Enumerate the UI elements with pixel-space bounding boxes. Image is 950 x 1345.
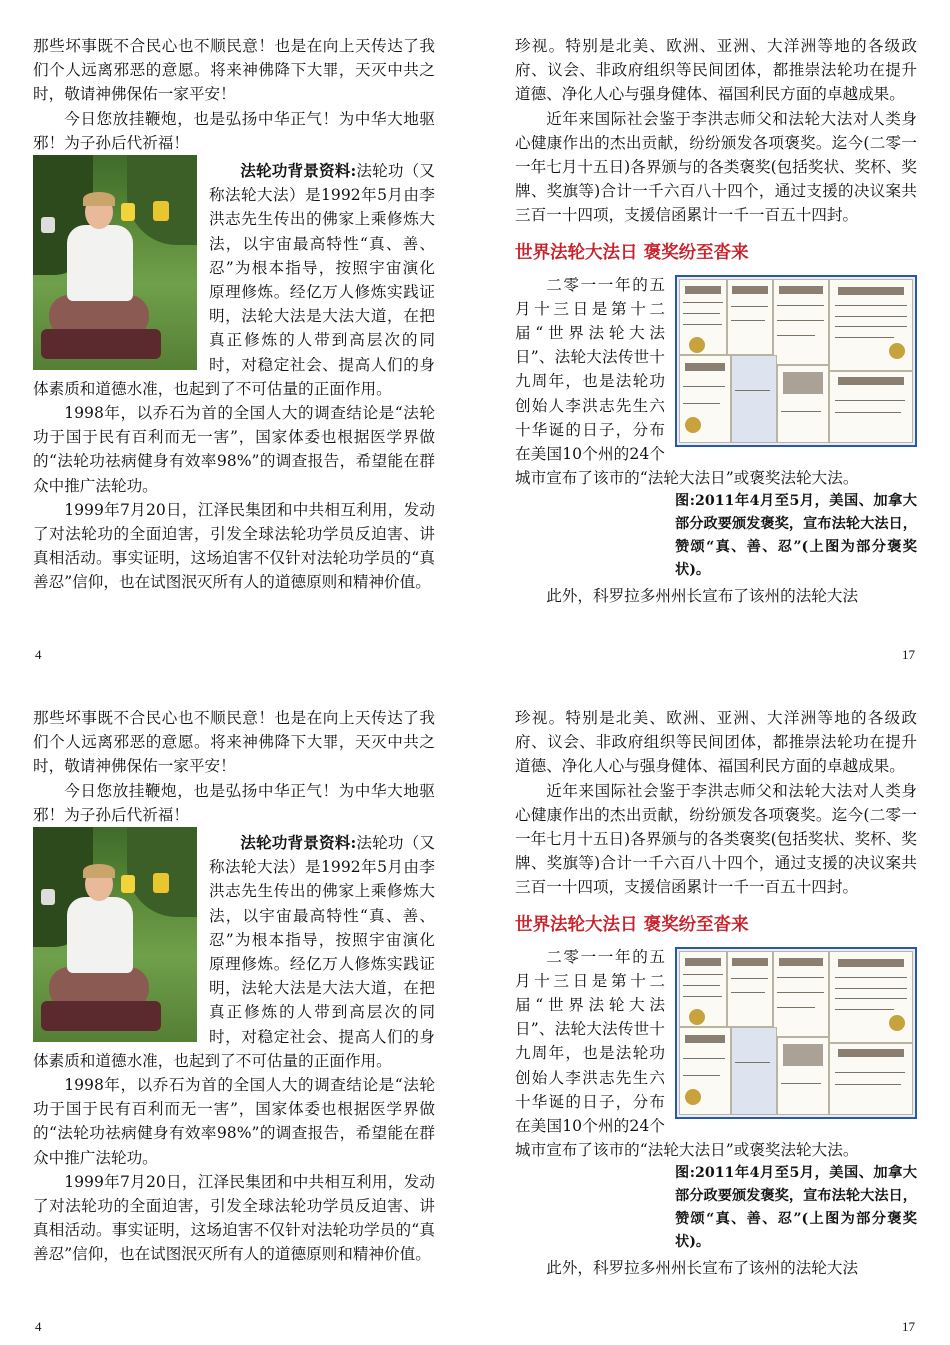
paragraph: 近年来国际社会鉴于李洪志师父和法轮大法对人类身心健康作出的杰出贡献，纷纷颁发各项褒奖。迄今(二零一一年七月十五日)各界颁与的各类褒奖(包括奖状、奖杯、奖牌、奖旗等)合计一千六百八十四个，通过支援的决议案共三百一十四项，支援信函累计一千一百五十四封。 <box>515 109 918 225</box>
awards-collage-image <box>675 947 917 1119</box>
left-column <box>33 34 435 595</box>
background-label: 法轮功背景资料: <box>240 833 357 853</box>
paragraph: 1999年7月20日，江泽民集团和中共相互利用，发动了对法轮功的全面迫害，引发全球法轮功学员反迫害、讲真相活动。事实证明，这场迫害不仅针对法轮功学员的“真善忍”信仰，也在试图泯灭所有人的道德原则和精神价值。 <box>33 1172 435 1264</box>
sheet-top <box>0 0 950 672</box>
image-caption: 图:2011年4月至5月，美国、加拿大部分政要颁发褒奖，宣布法轮大法日，赞颂“真、善、忍”(上图为部分褒奖状)。 <box>675 1165 917 1251</box>
paragraph: 此外，科罗拉多州州长宣布了该州的法轮大法 <box>546 1259 859 1278</box>
page-number-left: 4 <box>35 1319 42 1334</box>
background-label: 法轮功背景资料: <box>240 161 357 181</box>
paragraph: 那些坏事既不合民心也不顺民意！也是在向上天传达了我们个人远离邪恶的意愿。将来神佛降下大罪，天灭中共之时，敬请神佛保佑一家平安！ <box>33 37 435 104</box>
right-column <box>515 34 917 609</box>
background-text: 法轮功（又称法轮大法）是1992年5月由李洪志先生传出的佛家上乘修炼大法，以宇宙最高特性“真、善、忍”为根本指导，按照宇宙演化原理修炼。经亿万人修炼实践证明，法轮大法是大法大道，在把真正修炼的人带到高层次的同时，对稳定社会、提高人们的身体素质和道德水准，也起到了不可估量的正面作用。 <box>33 162 435 398</box>
paragraph: 二零一一年的五月十三日是第十二届“世界法轮大法日”、法轮大法传世十九周年，也是法轮功创始人李洪志先生六十华诞的日子，分布在美国10个州的24个城市宣布了该市的“法轮大法日”或褒奖法轮大法。 <box>515 947 859 1160</box>
page-number-left: 4 <box>35 647 42 662</box>
paragraph: 二零一一年的五月十三日是第十二届“世界法轮大法日”、法轮大法传世十九周年，也是法轮功创始人李洪志先生六十华诞的日子，分布在美国10个州的24个城市宣布了该市的“法轮大法日”或褒奖法轮大法。 <box>515 275 859 488</box>
page-number-right: 17 <box>902 1319 915 1334</box>
meditation-photo <box>33 827 197 1042</box>
paragraph: 此外，科罗拉多州州长宣布了该州的法轮大法 <box>546 587 859 606</box>
left-column <box>33 706 435 1267</box>
awards-collage-image <box>675 275 917 447</box>
meditation-photo <box>33 155 197 370</box>
background-text: 法轮功（又称法轮大法）是1992年5月由李洪志先生传出的佛家上乘修炼大法，以宇宙最高特性“真、善、忍”为根本指导，按照宇宙演化原理修炼。经亿万人修炼实践证明，法轮大法是大法大道，在把真正修炼的人带到高层次的同时，对稳定社会、提高人们的身体素质和道德水准，也起到了不可估量的正面作用。 <box>33 834 435 1070</box>
section-heading: 世界法轮大法日 褒奖纷至沓来 <box>515 242 749 263</box>
paragraph: 1999年7月20日，江泽民集团和中共相互利用，发动了对法轮功的全面迫害，引发全球法轮功学员反迫害、讲真相活动。事实证明，这场迫害不仅针对法轮功学员的“真善忍”信仰，也在试图泯灭所有人的道德原则和精神价值。 <box>33 500 435 592</box>
paragraph: 珍视。特别是北美、欧洲、亚洲、大洋洲等地的各级政府、议会、非政府组织等民间团体，都推崇法轮功在提升道德、净化人心与强身健体、福国利民方面的卓越成果。 <box>515 709 917 776</box>
section-heading: 世界法轮大法日 褒奖纷至沓来 <box>515 914 749 935</box>
image-caption: 图:2011年4月至5月，美国、加拿大部分政要颁发褒奖，宣布法轮大法日，赞颂“真、善、忍”(上图为部分褒奖状)。 <box>675 493 917 579</box>
paragraph: 近年来国际社会鉴于李洪志师父和法轮大法对人类身心健康作出的杰出贡献，纷纷颁发各项褒奖。迄今(二零一一年七月十五日)各界颁与的各类褒奖(包括奖状、奖杯、奖牌、奖旗等)合计一千六百八十四个，通过支援的决议案共三百一十四项，支援信函累计一千一百五十四封。 <box>515 781 918 897</box>
right-column <box>515 706 917 1281</box>
page-number-right: 17 <box>902 647 915 662</box>
paragraph: 今日您放挂鞭炮，也是弘扬中华正气！为中华大地驱邪！为子孙后代祈福！ <box>33 781 435 824</box>
sheet-bottom <box>0 672 950 1344</box>
paragraph: 珍视。特别是北美、欧洲、亚洲、大洋洲等地的各级政府、议会、非政府组织等民间团体，都推崇法轮功在提升道德、净化人心与强身健体、福国利民方面的卓越成果。 <box>515 37 917 104</box>
paragraph: 1998年，以乔石为首的全国人大的调查结论是“法轮功于国于民有百利而无一害”，国家体委也根据医学界做的“法轮功祛病健身有效率98%”的调查报告，希望能在群众中推广法轮功。 <box>33 1076 435 1167</box>
paragraph: 今日您放挂鞭炮，也是弘扬中华正气！为中华大地驱邪！为子孙后代祈福！ <box>33 109 435 152</box>
paragraph: 那些坏事既不合民心也不顺民意！也是在向上天传达了我们个人远离邪恶的意愿。将来神佛降下大罪，天灭中共之时，敬请神佛保佑一家平安！ <box>33 709 435 776</box>
paragraph: 1998年，以乔石为首的全国人大的调查结论是“法轮功于国于民有百利而无一害”，国家体委也根据医学界做的“法轮功祛病健身有效率98%”的调查报告，希望能在群众中推广法轮功。 <box>33 404 435 495</box>
